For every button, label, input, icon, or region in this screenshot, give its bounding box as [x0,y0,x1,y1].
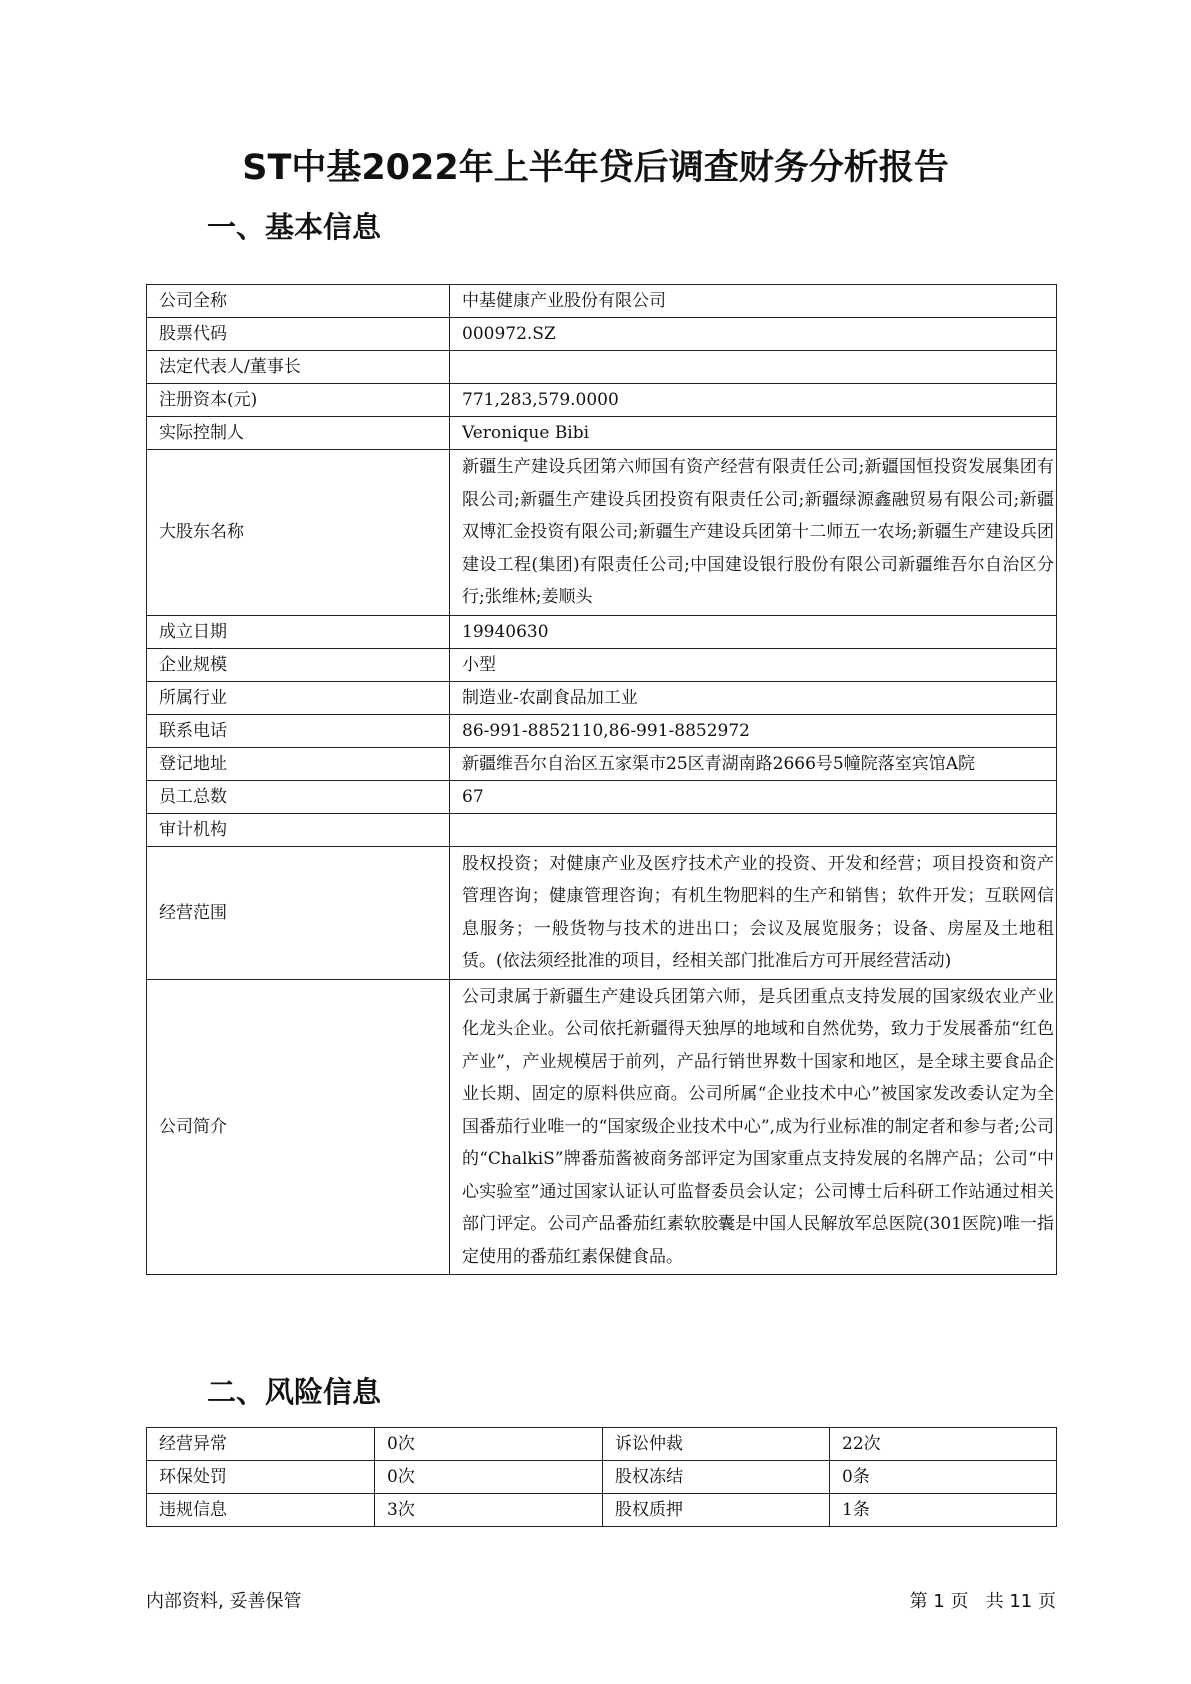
risk-label: 经营异常 [147,1428,375,1461]
info-value: 公司隶属于新疆生产建设兵团第六师，是兵团重点支持发展的国家级农业产业化龙头企业。公司依托新疆得天独厚的地域和自然优势，致力于发展番茄“红色产业”，产业规模居于前列，产品行销世界数十国家和地区，是全球主要食品企业长期、固定的原料供应商。公司所属“企业技术中心”被国家发改委认定为全国番茄行业唯一的“国家级企业技术中心”,成为行业标准的制定者和参与者;公司的“ChalkiS”牌番茄酱被商务部评定为国家重点支持发展的名牌产品；公司“中心实验室”通过国家认证认可监督委员会认定；公司博士后科研工作站通过相关部门评定。公司产品番茄红素软胶囊是中国人民解放军总医院(301医院)唯一指定使用的番茄红素保健食品。 [450,979,1057,1275]
risk-label: 股权质押 [603,1494,830,1527]
info-label: 登记地址 [147,747,450,780]
info-row [147,450,1057,616]
info-row [147,285,1057,318]
info-value: 新疆维吾尔自治区五家渠市25区青湖南路2666号5幢院落室宾馆A院 [450,747,1057,780]
info-label: 法定代表人/董事长 [147,351,450,384]
risk-value: 0条 [830,1461,1057,1494]
info-row [147,318,1057,351]
info-row [147,417,1057,450]
info-value: 000972.SZ [450,318,1057,351]
info-label: 注册资本(元) [147,384,450,417]
info-label: 员工总数 [147,780,450,813]
info-value: 19940630 [450,615,1057,648]
basic-info-table [146,284,1057,1275]
risk-value: 22次 [830,1428,1057,1461]
info-value: 771,283,579.0000 [450,384,1057,417]
info-row [147,681,1057,714]
risk-row [147,1428,1057,1461]
info-label: 实际控制人 [147,417,450,450]
risk-info-table [146,1427,1057,1527]
risk-label: 诉讼仲裁 [603,1428,830,1461]
risk-row [147,1461,1057,1494]
info-row [147,615,1057,648]
info-label: 企业规模 [147,648,450,681]
info-row [147,714,1057,747]
risk-label: 环保处罚 [147,1461,375,1494]
footer-page-number: 第 1 页 共 11 页 [909,1591,1056,1612]
risk-value: 0次 [375,1428,603,1461]
info-label: 股票代码 [147,318,450,351]
info-label: 联系电话 [147,714,450,747]
info-label: 审计机构 [147,813,450,846]
info-value: 股权投资；对健康产业及医疗技术产业的投资、开发和经营；项目投资和资产管理咨询；健康管理咨询；有机生物肥料的生产和销售；软件开发；互联网信息服务；一般货物与技术的进出口；会议及展览服务；设备、房屋及土地租赁。(依法须经批准的项目，经相关部门批准后方可开展经营活动) [450,846,1057,979]
footer-confidential-note: 内部资料, 妥善保管 [146,1591,302,1612]
info-label: 所属行业 [147,681,450,714]
section-risk-info-heading: 二、风险信息 [207,1375,382,1409]
info-value: 新疆生产建设兵团第六师国有资产经营有限责任公司;新疆国恒投资发展集团有限公司;新疆生产建设兵团投资有限责任公司;新疆绿源鑫融贸易有限公司;新疆双博汇金投资有限公司;新疆生产建设兵团第十二师五一农场;新疆生产建设兵团建设工程(集团)有限责任公司;中国建设银行股份有限公司新疆维吾尔自治区分行;张维林;姜顺头 [450,450,1057,616]
info-value [450,813,1057,846]
risk-value: 1条 [830,1494,1057,1527]
info-value: 中基健康产业股份有限公司 [450,285,1057,318]
risk-value: 0次 [375,1461,603,1494]
info-row [147,813,1057,846]
info-row [147,747,1057,780]
info-value: Veronique Bibi [450,417,1057,450]
info-row [147,351,1057,384]
info-label: 大股东名称 [147,450,450,616]
info-row [147,979,1057,1275]
info-value: 86-991-8852110,86-991-8852972 [450,714,1057,747]
risk-row [147,1494,1057,1527]
info-value [450,351,1057,384]
info-row [147,384,1057,417]
info-label: 经营范围 [147,846,450,979]
risk-value: 3次 [375,1494,603,1527]
info-value: 67 [450,780,1057,813]
info-row [147,846,1057,979]
info-label: 成立日期 [147,615,450,648]
section-basic-info-heading: 一、基本信息 [207,210,382,244]
info-row [147,648,1057,681]
risk-label: 股权冻结 [603,1461,830,1494]
risk-label: 违规信息 [147,1494,375,1527]
info-label: 公司简介 [147,979,450,1275]
document-title: ST中基2022年上半年贷后调查财务分析报告 [242,148,949,188]
info-value: 小型 [450,648,1057,681]
info-label: 公司全称 [147,285,450,318]
info-value: 制造业-农副食品加工业 [450,681,1057,714]
info-row [147,780,1057,813]
